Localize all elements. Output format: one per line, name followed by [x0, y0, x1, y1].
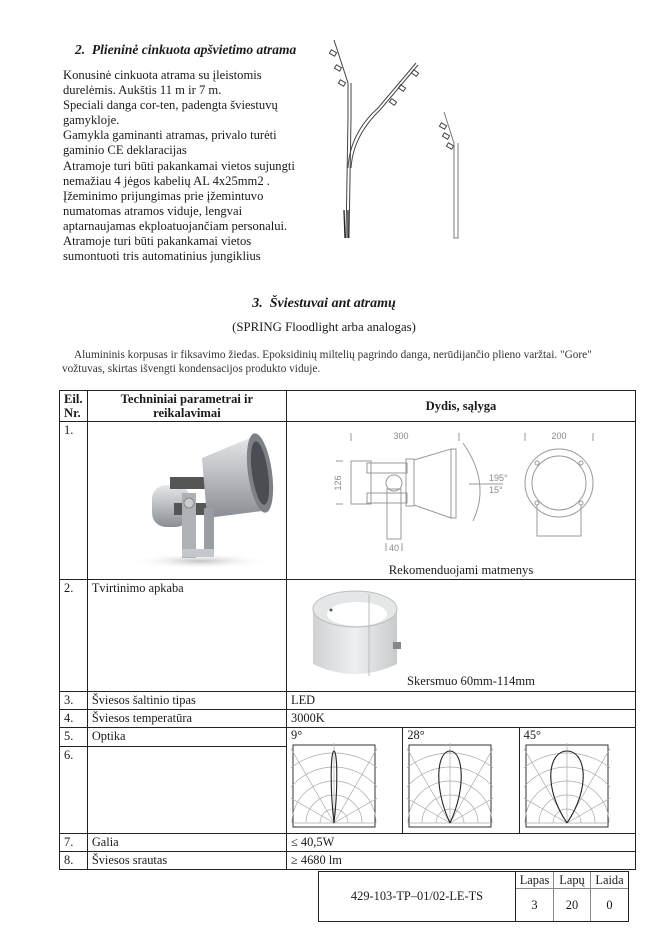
row-parameter: Šviesos šaltinio tipas [87, 692, 286, 710]
row-number: 4. [60, 710, 88, 728]
table-row [60, 710, 636, 728]
floodlight-photo [87, 422, 286, 580]
document-code: 429-103-TP–01/02-LE-TS [319, 872, 516, 921]
body-line: gaminio CE deklaracijas [63, 143, 187, 158]
row-number: 8. [60, 852, 88, 870]
optics-angle-label: 28° [407, 728, 425, 742]
dimensions-cell [287, 422, 636, 580]
polar-spoke [524, 778, 567, 823]
row-number: 7. [60, 834, 88, 852]
table-row [60, 422, 636, 580]
polar-diagram-28deg [407, 743, 493, 829]
revision-value: 0 [606, 898, 613, 912]
polar-spoke [334, 778, 377, 823]
revision-label: Laida [591, 872, 628, 889]
table-row [60, 692, 636, 710]
table-row [60, 728, 636, 747]
polar-spoke [567, 778, 610, 823]
polar-diagram-45deg [524, 743, 610, 829]
body-line: aptarnaujamas ekploatuojančiam personalui. [63, 218, 288, 233]
pole-drawings [318, 38, 488, 263]
optics-angle-label: 9° [291, 728, 303, 742]
body-line: numatomas atramos viduje, lengvai [63, 203, 243, 218]
dim-width-label: 300 [393, 431, 409, 441]
header-parameters [87, 391, 286, 422]
row-parameter: Šviesos temperatūra [87, 710, 286, 728]
section-2-title [75, 42, 296, 58]
section-3-subtitle: (SPRING Floodlight arba analogas) [232, 320, 416, 334]
floodlight-image [92, 423, 282, 573]
section-3-title [0, 296, 648, 312]
polar-spoke [291, 745, 334, 823]
body-line: Atramoje turi būti pakankamai vietos sujungti [63, 158, 295, 173]
optics-45 [519, 728, 635, 833]
body-line: nemažiau 4 jėgos kabelių AL 4x25mm2 . [63, 173, 270, 188]
table-row [60, 580, 636, 692]
polar-spoke [291, 778, 334, 823]
spec-table [59, 390, 636, 870]
header-text: Techniniai parametrai ir [120, 392, 254, 406]
body-line: sumontuoti tris automatinius jungiklius [63, 249, 261, 264]
body-line: Konusinė cinkuota atrama su įleistomis [63, 68, 262, 82]
title-block [318, 871, 629, 922]
polar-diagram-9deg [291, 743, 377, 829]
sheet-value: 3 [516, 889, 554, 921]
optics-9 [287, 728, 402, 833]
row-value: ≥ 4680 lm [287, 852, 636, 870]
angle-down-label: 15° [489, 485, 503, 495]
section-number: 3. [252, 296, 263, 311]
polar-spoke [407, 778, 450, 823]
sheets-value: 20 [554, 889, 591, 921]
optics-cell [287, 728, 636, 834]
row-number: 6. [60, 747, 88, 834]
row-number: 2. [60, 580, 88, 692]
dimensions-caption: Rekomenduojami matmenys [388, 563, 534, 577]
table-header-row [60, 391, 636, 422]
mounting-clamp-image [305, 584, 405, 684]
row-parameter: Optika [87, 728, 286, 747]
floodlight-dimension-drawing [291, 423, 631, 563]
body-line: gamykloje. [63, 113, 120, 128]
row-parameter [87, 747, 286, 834]
header-text: Eil. [64, 392, 83, 406]
row-parameter: Šviesos srautas [87, 852, 286, 870]
table-row [60, 852, 636, 870]
section-3-description [62, 348, 632, 376]
row-parameter: Galia [87, 834, 286, 852]
section-title-text: Plieninė cinkuota apšvietimo atrama [91, 42, 297, 57]
dim-diameter-label: 200 [551, 431, 567, 441]
dim-bracket-label: 40 [388, 543, 400, 553]
description-line: Alumininis korpusas ir fiksavimo žiedas. Epoksidinių miltelių pagrindo danga, nerūdijančio plieno varžtai. "Gore" [74, 349, 592, 361]
optics-28 [402, 728, 518, 833]
table-row [60, 834, 636, 852]
description-line: vožtuvas, skirtas išvengti kondensacijos produkto viduje. [62, 363, 321, 375]
angle-up-label: 195° [489, 473, 508, 483]
section-number: 2. [75, 42, 86, 57]
header-text: reikalavimai [153, 406, 221, 420]
section-2-body [63, 68, 313, 264]
body-line: Gamykla gaminanti atramas, privalo turėti [63, 128, 277, 143]
clamp-caption: Skersmuo 60mm-114mm [407, 674, 535, 688]
dim-height-label: 126 [333, 475, 343, 491]
body-line: Atramoje turi būti pakankamai vietos [63, 234, 252, 249]
row-number: 3. [60, 692, 88, 710]
clamp-cell [287, 580, 636, 692]
row-value: LED [287, 692, 636, 710]
optics-angle-label: 45° [523, 728, 542, 742]
polar-spoke [407, 745, 450, 823]
sheet-label: Lapas [516, 872, 554, 889]
body-line: durelėmis. Aukštis 11 m ir 7 m. [63, 83, 222, 98]
sheets-label: Lapų [554, 872, 591, 889]
optics-grid [287, 728, 635, 833]
row-parameter: Tvirtinimo apkaba [87, 580, 286, 692]
section-title-text: Šviestuvai ant atramų [269, 296, 396, 311]
row-value: ≤ 40,5W [287, 834, 636, 852]
tall-pole-drawing [329, 40, 418, 238]
polar-spoke [334, 745, 377, 823]
header-text: Nr. [64, 406, 81, 420]
short-pole-drawing [439, 112, 458, 238]
body-line: Speciali danga cor-ten, padengta šviestuvų [63, 98, 278, 113]
body-line: Įžeminimo prijungimas prie įžemintuvo [63, 188, 264, 203]
polar-spoke [450, 745, 493, 823]
row-number: 1. [60, 422, 88, 580]
header-number [60, 391, 88, 422]
header-value: Dydis, sąlyga [287, 391, 636, 422]
row-value: 3000K [287, 710, 636, 728]
polar-spoke [450, 778, 493, 823]
row-number: 5. [60, 728, 88, 747]
